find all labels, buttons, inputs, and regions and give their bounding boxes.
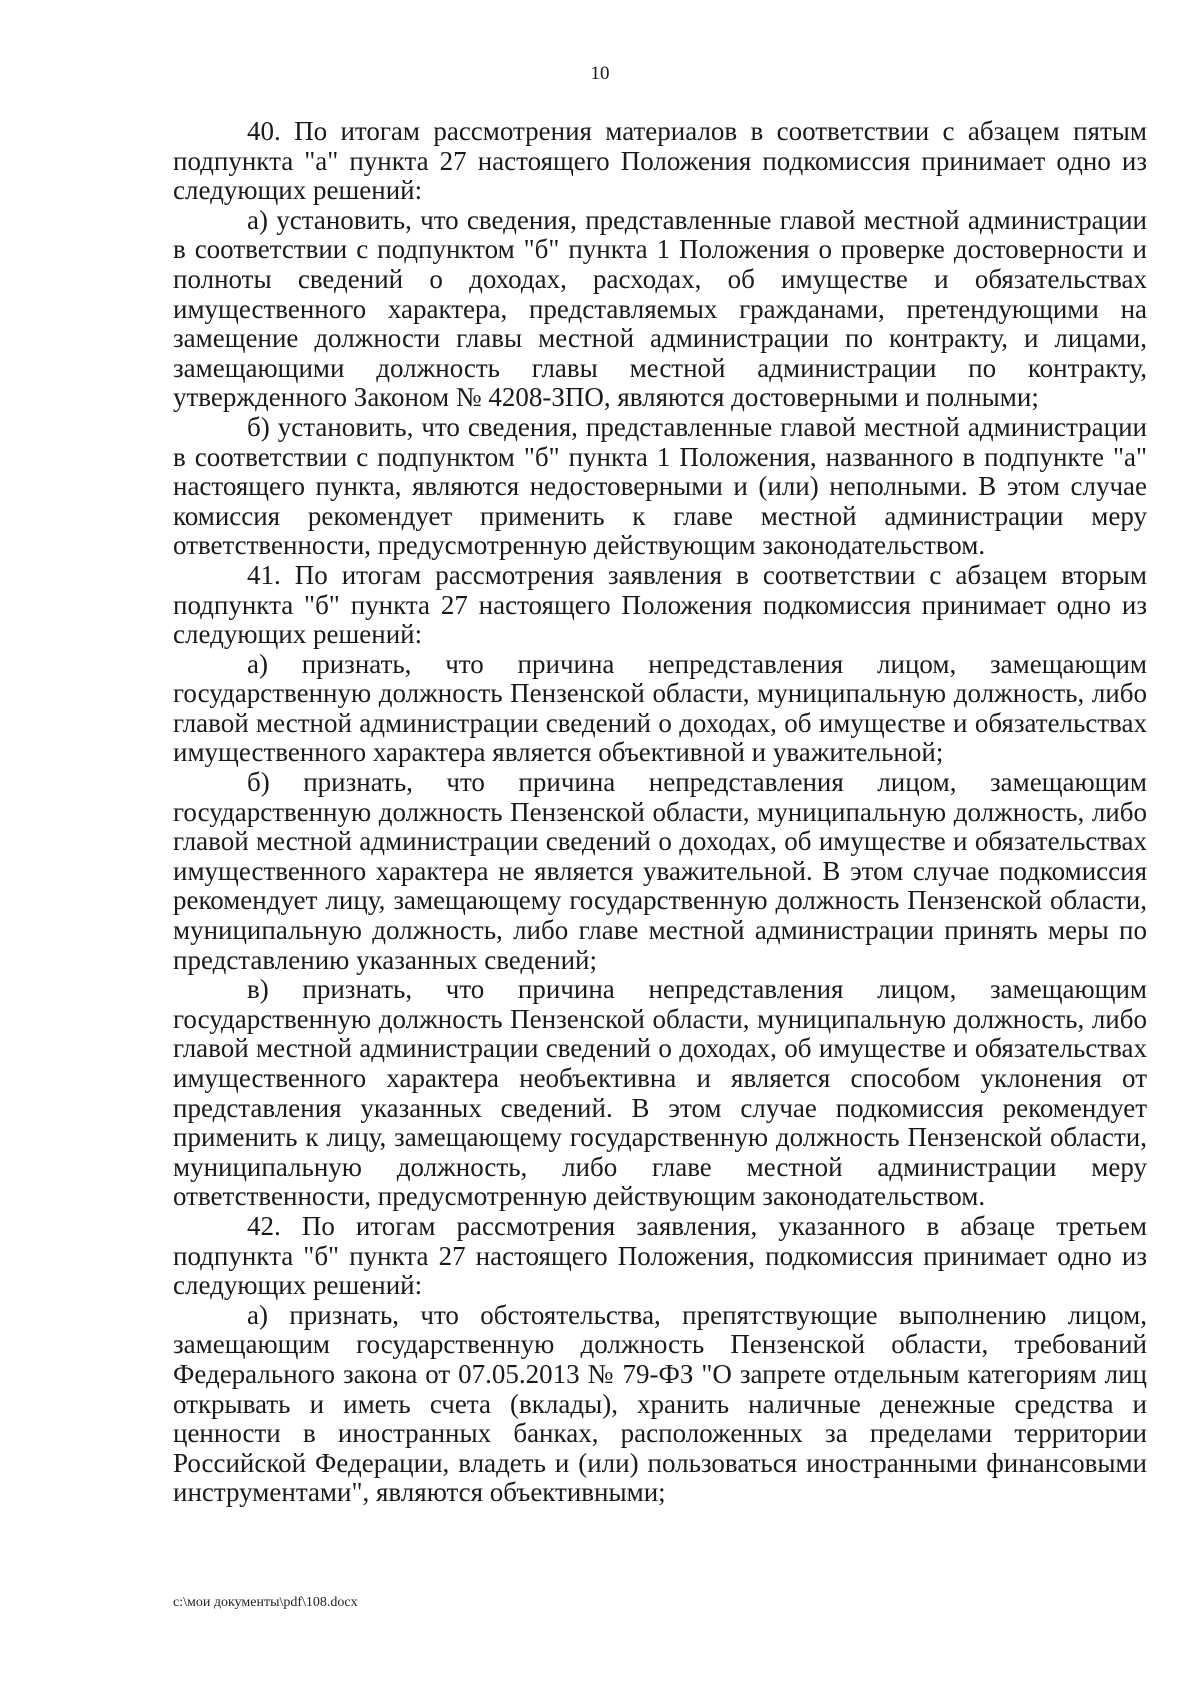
page-number: 10 bbox=[590, 63, 610, 84]
paragraph-41-b: б) признать, что причина непредставления лицом, замещающим государственную должность Пензенской области, муниципальную должность, либо главой местной администрации сведений о доходах, об имуществе и обязательствах имущественного характера не является уважительной. В этом случае подкомиссия рекомендует лицу, замещающему государственную должность Пензенской области, муниципальную должность, либо главе местной администрации принять меры по представлению указанных сведений; bbox=[173, 767, 1147, 975]
paragraph-41-a: а) признать, что причина непредставления лицом, замещающим государственную должность Пензенской области, муниципальную должность, либо главой местной администрации сведений о доходах, об имуществе и обязательствах имущественного характера является объективной и уважительной; bbox=[173, 648, 1147, 768]
paragraph-40-a: а) установить, что сведения, представленные главой местной администрации в соответствии с подпунктом "б" пункта 1 Положения о проверке достоверности и полноты сведений о доходах, расходах, об имуществе и обязательствах имущественного характера, представляемых гражданами, претендующими на замещение должности главы местной администрации по контракту, и лицами, замещающими должность главы местной администрации по контракту, утвержденного Законом № 4208-ЗПО, являются достоверными и полными; bbox=[173, 204, 1147, 413]
paragraph-42-a: а) признать, что обстоятельства, препятствующие выполнению лицом, замещающим государственную должность Пензенской области, требований Федерального закона от 07.05.2013 № 79-ФЗ "О запрете отдельным категориям лиц открывать и иметь счета (вклады), хранить наличные денежные средства и ценности в иностранных банках, расположенных за пределами территории Российской Федерации, владеть и (или) пользоваться иностранными финансовыми инструментами", являются объективными; bbox=[173, 1299, 1147, 1508]
paragraph-42: 42. По итогам рассмотрения заявления, указанного в абзаце третьем подпункта "б" пункта 27 настоящего Положения, подкомиссия принимает одно из следующих решений: bbox=[173, 1210, 1147, 1301]
footer-file-path: c:\мои документы\pdf\108.docx bbox=[173, 1595, 358, 1610]
document-body bbox=[173, 117, 1147, 1508]
paragraph-40: 40. По итогам рассмотрения материалов в соответствии с абзацем пятым подпункта "а" пункта 27 настоящего Положения подкомиссия принимает одно из следующих решений: bbox=[173, 116, 1147, 206]
paragraph-41: 41. По итогам рассмотрения заявления в соответствии с абзацем вторым подпункта "б" пункта 27 настоящего Положения подкомиссия принимает одно из следующих решений: bbox=[173, 559, 1147, 650]
paragraph-41-v: в) признать, что причина непредставления лицом, замещающим государственную должность Пензенской области, муниципальную должность, либо главой местной администрации сведений о доходах, об имуществе и обязательствах имущественного характера необъективна и является способом уклонения от представления указанных сведений. В этом случае подкомиссия рекомендует применить к лицу, замещающему государственную должность Пензенской области, муниципальную должность, либо главе местной администрации меру ответственности, предусмотренную действующим законодательством. bbox=[173, 974, 1147, 1212]
paragraph-40-b: б) установить, что сведения, представленные главой местной администрации в соответствии с подпунктом "б" пункта 1 Положения, названного в подпункте "а" настоящего пункта, являются недостоверными и (или) неполными. В этом случае комиссия рекомендует применить к главе местной администрации меру ответственности, предусмотренную действующим законодательством. bbox=[173, 411, 1147, 561]
